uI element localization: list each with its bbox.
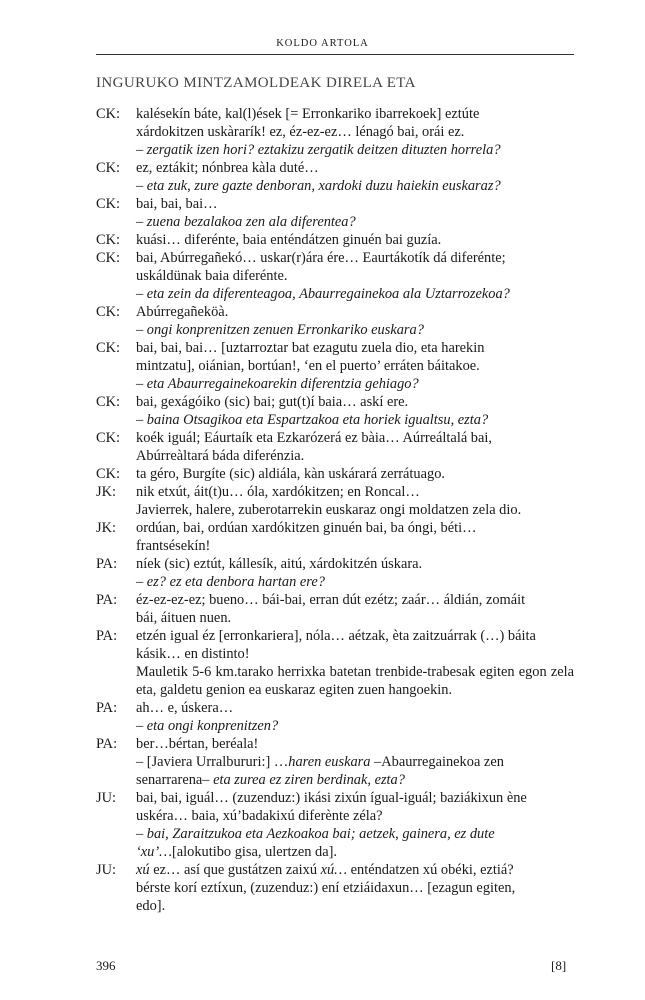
utterance [96,861,574,879]
utterance-continuation: uskéra… baia, xú’badakixú diferènte zéla? [136,808,383,824]
utterance [96,555,574,573]
question-text: –Abaurregainekoa zen [370,754,504,770]
utterance [96,483,574,501]
utterance-continuation: frantsésekín! [136,538,211,554]
utterance-text: ez, eztákit; nónbrea kàla duté… [136,160,319,176]
interviewer-question: – baina Otsagikoa eta Espartzakoa eta horiek igualtsu, ezta? [136,412,489,428]
section-title: INGURUKO MINTZAMOLDEAK DIRELA ETA [96,75,416,91]
interviewer-question [136,843,574,861]
speaker-label: CK: [96,304,120,320]
interviewer-question: – zergatik izen hori? eztakizu zergatik deitzen dituzten horrela? [136,142,501,158]
utterance-italic: xú [136,862,150,878]
utterance-text [136,861,574,879]
interviewer-question: – eta zuk, zure gazte denboran, xardoki duzu haiekin euskaraz? [136,178,501,194]
utterance-continuation: bái, áituen nuen. [136,610,232,626]
utterance-text: ta géro, Burgíte (sic) aldiála, kàn uskárará zerrátuago. [136,466,445,482]
utterance-continuation: uskáldünak baia diferénte. [136,268,288,284]
utterance-text: etzén igual éz [erronkariera], nóla… aétzak, èta zaitzuárrak (…) báita [136,628,536,644]
utterance-continuation: xárdokitzen uskàrarík! ez, éz-ez-ez… lénagó bai, orái ez. [136,124,465,140]
interviewer-question: – eta zein da diferenteagoa, Abaurregainekoa ala Uztarrozekoa? [136,286,510,302]
utterance [96,195,574,213]
narration-note: Javierrek, halere, zuberotarrekin euskaraz ongi moldatzen zela dio. [136,502,522,518]
interviewer-question [136,771,574,789]
speaker-label: CK: [96,466,120,482]
question-text-italic: ‘xu’… [136,844,172,860]
utterance [96,393,574,411]
speaker-label: JK: [96,520,116,536]
utterance-text: ber…bértan, beréala! [136,736,259,752]
speaker-label: JU: [96,790,116,806]
utterance-italic: xú… [320,862,348,878]
utterance [96,465,574,483]
utterance-text: bai, bai, bai… [136,196,218,212]
interview-transcript [96,105,574,915]
interviewer-question: – eta Abaurregainekoarekin diferentzia gehiago? [136,376,419,392]
speaker-label: CK: [96,196,120,212]
header-rule [96,54,574,55]
utterance-text: Abúrregañeköà. [136,304,229,320]
utterance [96,429,574,447]
running-head-author: KOLDO ARTOLA [276,38,369,49]
utterance-text: kalésekín báte, kal(l)ések [= Erronkariko ibarrekoek] eztúte [136,106,480,122]
utterance-text: bai, Abúrregañekó… uskar(r)ára ére… Eaurtákotík dá diferénte; [136,250,506,266]
speaker-label: PA: [96,628,118,644]
utterance [96,699,574,717]
utterance-text: ordúan, bai, ordúan xardókitzen ginuén bai, ba óngi, béti… [136,520,477,536]
speaker-label: JU: [96,862,116,878]
utterance [96,249,574,267]
utterance-text: éz-ez-ez-ez; bueno… bái-bai, erran dút ezétz; zaár… áldián, zomáit [136,592,526,608]
interviewer-question: – ez? ez eta denbora hartan ere? [136,574,325,590]
speaker-label: PA: [96,700,118,716]
utterance [96,789,574,807]
speaker-label: CK: [96,394,120,410]
page-number: 396 [96,958,116,973]
utterance [96,339,574,357]
speaker-label: CK: [96,160,120,176]
utterance [96,159,574,177]
speaker-label: CK: [96,430,120,446]
utterance [96,735,574,753]
utterance-continuation: edo]. [136,898,166,914]
speaker-label: PA: [96,736,118,752]
interviewer-question: – ongi konprenitzen zenuen Erronkariko euskara? [136,322,424,338]
utterance-text: koék iguál; Eáurtaík eta Ezkarózerá ez bàia… Aúrreáltalá bai, [136,430,492,446]
utterance-text: nik etxút, áit(t)u… óla, xardókitzen; en Roncal… [136,484,420,500]
utterance-text: níek (sic) eztút, kállesík, aitú, xárdokitzén úskara. [136,556,423,572]
utterance [96,627,574,645]
narration-note: Mauletik 5-6 km.tarako herrixka batetan trenbide-trabesak egiten egon zela eta, galdetu genion ea euskaraz egiten zuen hangoekin. [136,664,574,698]
question-text: senarrarena– [136,772,214,788]
speaker-label: PA: [96,592,118,608]
utterance [96,105,574,123]
utterance-continuation: kásik… en distinto! [136,646,250,662]
utterance-roman: enténdatzen xú obéki, eztiá? [347,862,514,878]
utterance-continuation: mintzatu], oiánian, bortúan!, ‘en el puerto’ erráten báitakoe. [136,358,480,374]
utterance-continuation: bérste korí eztíxun, (zuzenduz:) ení etziáidaxun… [ezagun egiten, [136,880,516,896]
interviewer-question: – eta ongi konprenitzen? [136,718,279,734]
utterance-text: ah… e, úskera… [136,700,234,716]
speaker-label: CK: [96,106,120,122]
section-number: [8] [551,958,567,973]
utterance [96,519,574,537]
interviewer-question: – bai, Zaraitzukoa eta Aezkoakoa bai; aetzek, gainera, ez dute [136,826,495,842]
utterance-text: bai, bai, iguál… (zuzenduz:) ikási zixún ígual-iguál; baziákixun ène [136,790,527,806]
speaker-label: PA: [96,556,118,572]
speaker-label: CK: [96,250,120,266]
utterance-continuation: Abúrreàltará báda diferénzia. [136,448,305,464]
speaker-label: JK: [96,484,116,500]
utterance [96,231,574,249]
utterance-roman: ez… así que gustátzen zaixú [149,862,321,878]
utterance-text: bai, bai, bai… [uztarroztar bat ezagutu zuela dio, eta harekin [136,340,485,356]
utterance-text: bai, gexágóiko (sic) bai; gut(t)í baia… askí ere. [136,394,409,410]
speaker-label: CK: [96,232,120,248]
utterance-text: kuási… diferénte, baia enténdátzen ginuén bai guzía. [136,232,442,248]
question-text: – [Javiera Urralbururi:] … [136,754,289,770]
question-text-italic: haren euskara [288,754,371,770]
utterance [96,303,574,321]
question-text: [alokutibo gisa, ulertzen da]. [171,844,338,860]
question-text-italic: eta zurea ez ziren berdinak, ezta? [213,772,405,788]
utterance [96,591,574,609]
interviewer-question: – zuena bezalakoa zen ala diferentea? [136,214,356,230]
speaker-label: CK: [96,340,120,356]
interviewer-question [136,753,574,771]
